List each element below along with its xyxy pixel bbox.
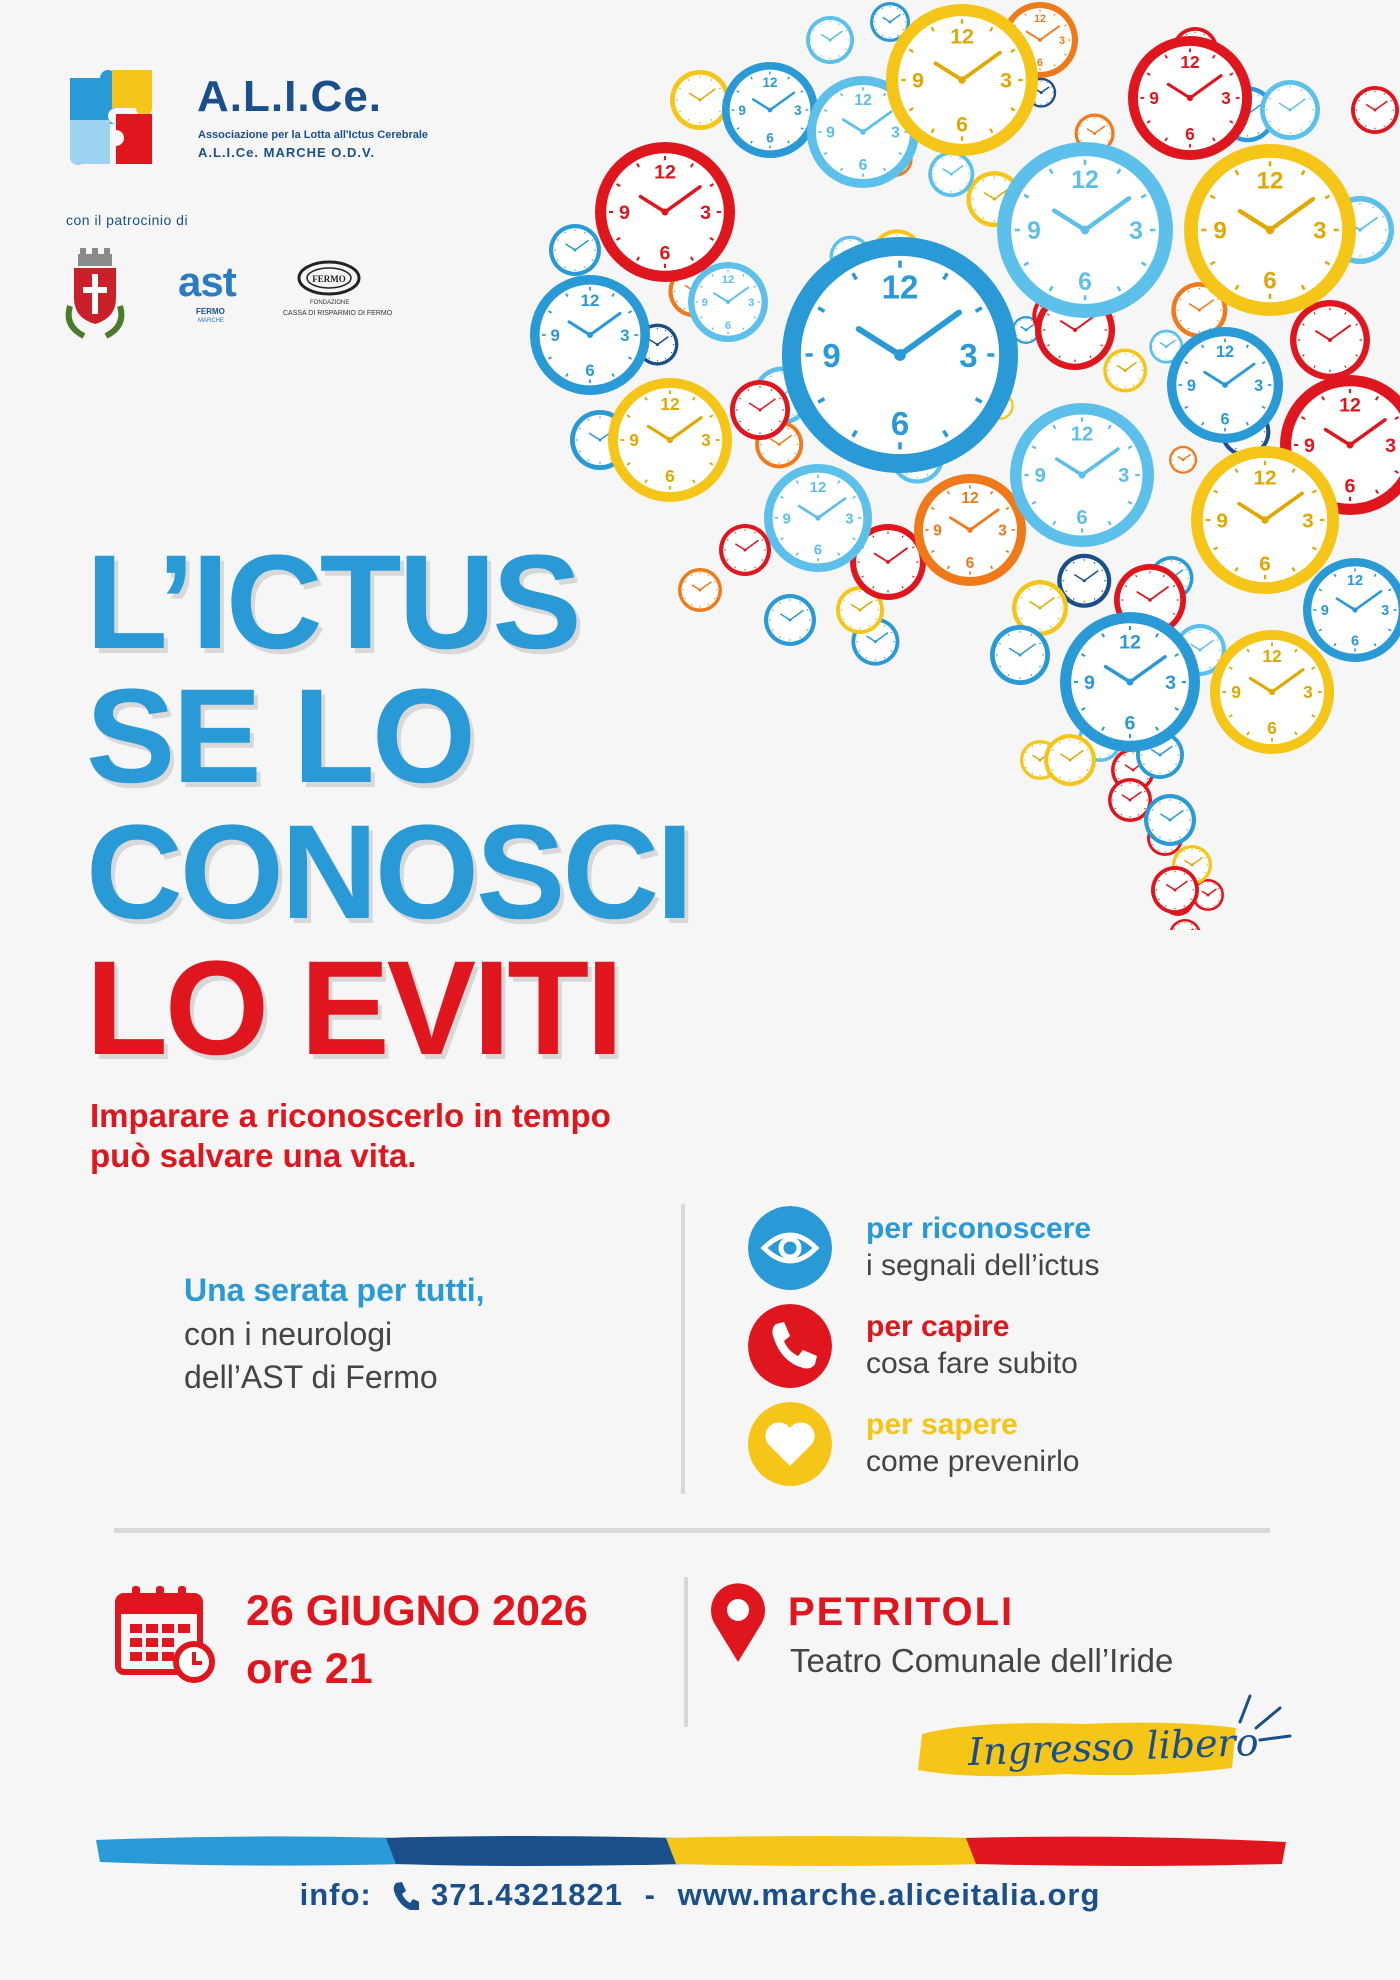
clock-numeral: 12 [854,92,872,110]
feature-recognize [748,1206,832,1295]
clock-numeral: 9 [550,326,560,345]
clock-icon [722,62,818,158]
phone-small-icon [391,1880,419,1910]
clock-numeral: 12 [721,273,735,286]
patronage-label: con il patrocinio di [66,212,189,228]
clock-numeral: 3 [1385,435,1397,457]
ast-logo-text: ast [178,258,236,305]
clock-numeral: 12 [1071,166,1099,194]
clock-numeral: 9 [782,510,791,528]
clock-numeral: 9 [1186,376,1196,395]
clock-numeral: 3 [748,297,755,309]
clock-numeral: 6 [1344,475,1356,498]
clock-numeral: 3 [1302,509,1314,533]
tagline [90,1096,611,1176]
foundation-label-1: FONDAZIONE [310,300,350,306]
evening-title: Una serata per tutti, [184,1272,485,1308]
clock-numeral: 6 [724,320,732,333]
clock-icon [764,464,872,572]
eye-icon [748,1206,832,1290]
clock-icon [719,524,771,576]
info-label: info: [299,1876,372,1912]
clock-icon [549,224,601,276]
clock-numeral: 9 [701,297,708,309]
vertical-divider [681,1204,685,1494]
clock-icon [1128,36,1252,160]
clock-numeral: 12 [1215,343,1235,362]
clock-icon [1169,446,1197,474]
clock-icon [1303,558,1400,662]
clock-numeral: 12 [1256,167,1284,195]
clock-icon [806,16,854,64]
alice-puzzle-logo-icon [64,66,160,174]
feature-title-1: per riconoscere [866,1212,1092,1245]
brand-name: A.L.I.Ce. [197,72,383,121]
clock-numeral: 3 [1129,217,1143,245]
clock-icon [1060,612,1200,752]
event-date: 26 GIUGNO 2026 [246,1587,588,1635]
clock-icon [678,568,722,612]
clock-icon [1103,348,1147,392]
evening-line-2: con i neurologi [184,1316,393,1352]
clock-numeral: 6 [956,112,968,137]
event-time: ore 21 [246,1645,373,1693]
clock-icon [1260,80,1320,140]
brand-subtitle: Associazione per la Lotta all'Ictus Cerebrale [198,129,429,141]
clock-numeral: 9 [618,202,630,224]
clock-icon [670,70,730,130]
clock-numeral: 12 [1034,12,1046,25]
headline-line-2: SE LO [86,662,474,811]
info-website[interactable]: www.marche.aliceitalia.org [677,1876,1101,1912]
clock-numeral: 12 [1253,466,1277,490]
clock-icon [1290,300,1370,380]
clock-icon [1151,866,1199,914]
vertical-divider-2 [684,1577,688,1727]
clock-numeral: 3 [1313,217,1327,245]
clock-icon [1351,86,1399,134]
phone-icon [748,1304,832,1388]
clock-numeral: 3 [620,326,630,345]
clock-icon [530,275,650,395]
clock-numeral: 3 [998,522,1007,540]
footer-info [0,1875,1400,1913]
clock-numeral: 12 [580,291,600,311]
clock-numeral: 3 [1254,376,1264,395]
admission-label: Ingresso libero [967,1719,1260,1775]
foundation-label-2: CASSA DI RISPARMIO DI FERMO [283,310,393,317]
info-phone[interactable]: 371.4321821 [430,1876,623,1912]
clock-numeral: 9 [1083,672,1095,694]
feature-sub-3: come prevenirlo [866,1445,1080,1478]
clock-numeral: 12 [809,479,827,497]
clock-numeral: 12 [1262,646,1282,667]
clock-numeral: 3 [1165,672,1177,694]
clock-numeral: 12 [881,269,919,307]
clock-numeral: 6 [1350,633,1360,650]
clock-numeral: 3 [1381,603,1390,620]
clock-numeral: 3 [701,430,711,451]
clock-numeral: 6 [1037,56,1043,69]
clock-icon [1010,403,1154,547]
foundation-seal-icon [296,258,362,298]
clock-numeral: 6 [1124,712,1136,735]
clock-numeral: 12 [961,490,979,508]
feature-title-3: per sapere [866,1408,1018,1441]
clock-numeral: 12 [654,161,676,184]
event-venue: Teatro Comunale dell’Iride [790,1642,1174,1679]
clock-icon [1191,446,1339,594]
feature-title-2: per capire [866,1310,1010,1343]
clock-numeral: 6 [965,555,975,573]
clock-numeral: 6 [659,242,671,265]
horizontal-divider [114,1528,1270,1533]
clock-icon [886,4,1038,156]
clock-numeral: 6 [1185,124,1195,145]
ast-logo-region: FERMO [196,307,225,316]
event-city: PETRITOLI [788,1590,1015,1634]
feature-sub-1: i segnali dell’ictus [866,1249,1100,1282]
clock-icon [782,237,1018,473]
clock-icon [990,625,1050,685]
seal-text: FERMO [312,274,346,284]
petritoli-crest-icon [64,246,126,340]
info-separator: - [644,1876,656,1912]
clock-icon [1044,734,1096,786]
clock-numeral: 9 [1034,465,1046,488]
location-pin-icon [708,1582,768,1664]
clock-numeral: 3 [1000,68,1012,93]
clock-numeral: 9 [822,337,841,375]
feature-prevent [748,1402,832,1491]
clock-icon [688,262,768,342]
sparkle-rays-icon [1226,1686,1296,1756]
clock-icon [1169,919,1201,930]
clock-numeral: 6 [1076,506,1088,529]
clock-numeral: 3 [1221,88,1231,109]
tagline-line-2: può salvare una vita. [90,1137,417,1174]
clock-icon [1144,794,1196,846]
clock-numeral: 6 [1220,410,1230,429]
clock-numeral: 9 [1216,509,1228,533]
clock-numeral: 3 [1059,34,1066,47]
ast-logo-marche: MARCHE [198,318,225,324]
clock-numeral: 3 [959,337,978,375]
clock-numeral: 6 [1259,552,1271,576]
feature-understand [748,1304,832,1393]
clock-numeral: 9 [1231,682,1241,703]
clock-numeral: 6 [813,541,823,559]
clock-numeral: 3 [1303,682,1313,703]
clock-numeral: 9 [1213,217,1227,245]
heart-icon [748,1402,832,1486]
clock-numeral: 6 [585,360,595,380]
headline-line-1: L’ICTUS [86,528,579,677]
clock-numeral: 6 [665,466,675,487]
clock-numeral: 12 [1339,394,1361,417]
clock-icon [764,594,816,646]
clock-icon [608,378,732,502]
clock-icon [914,474,1026,586]
clock-numeral: 12 [950,24,974,49]
evening-line-3: dell’AST di Fermo [184,1359,438,1395]
headline-line-4: LO EVITI [86,934,621,1083]
clock-icon [997,142,1173,318]
clock-numeral: 3 [794,102,802,118]
clock-numeral: 12 [1119,631,1141,654]
clock-numeral: 12 [1346,573,1364,590]
clock-numeral: 9 [1149,88,1159,109]
clock-icon [1184,144,1356,316]
clock-icon [928,151,974,197]
clock-icon [730,380,790,440]
clock-numeral: 6 [1267,718,1277,739]
clock-icon [1167,327,1283,443]
clock-numeral: 3 [1118,465,1130,488]
clock-numeral: 12 [660,394,680,415]
clock-numeral: 9 [933,522,942,540]
clock-numeral: 3 [700,202,712,224]
clock-icon [595,142,735,282]
clock-numeral: 9 [1320,603,1329,620]
clock-numeral: 9 [826,124,835,142]
clock-numeral: 6 [858,157,868,175]
feature-sub-2: cosa fare subito [866,1347,1078,1380]
clock-numeral: 12 [762,74,778,90]
clock-numeral: 3 [845,510,854,528]
brand-color-strip [96,1830,1290,1870]
clock-icon [1210,630,1334,754]
brand-branch: A.L.I.Ce. MARCHE O.D.V. [198,145,376,160]
clock-numeral: 3 [891,124,900,142]
clock-numeral: 12 [1070,423,1094,446]
clock-numeral: 9 [629,430,639,451]
clock-numeral: 9 [738,102,746,118]
clock-numeral: 6 [1263,267,1277,295]
headline-line-3: CONOSCI [86,798,691,947]
clock-numeral: 6 [1078,268,1092,296]
clock-numeral: 9 [1027,217,1041,245]
clock-numeral: 6 [766,130,774,146]
clock-numeral: 12 [1180,52,1200,73]
calendar-clock-icon [114,1582,218,1686]
clock-brain-illustration [520,0,1400,930]
clock-numeral: 9 [912,68,924,93]
clock-numeral: 6 [890,406,910,444]
clock-numeral: 9 [1303,435,1315,457]
tagline-line-1: Imparare a riconoscerlo in tempo [90,1097,611,1134]
